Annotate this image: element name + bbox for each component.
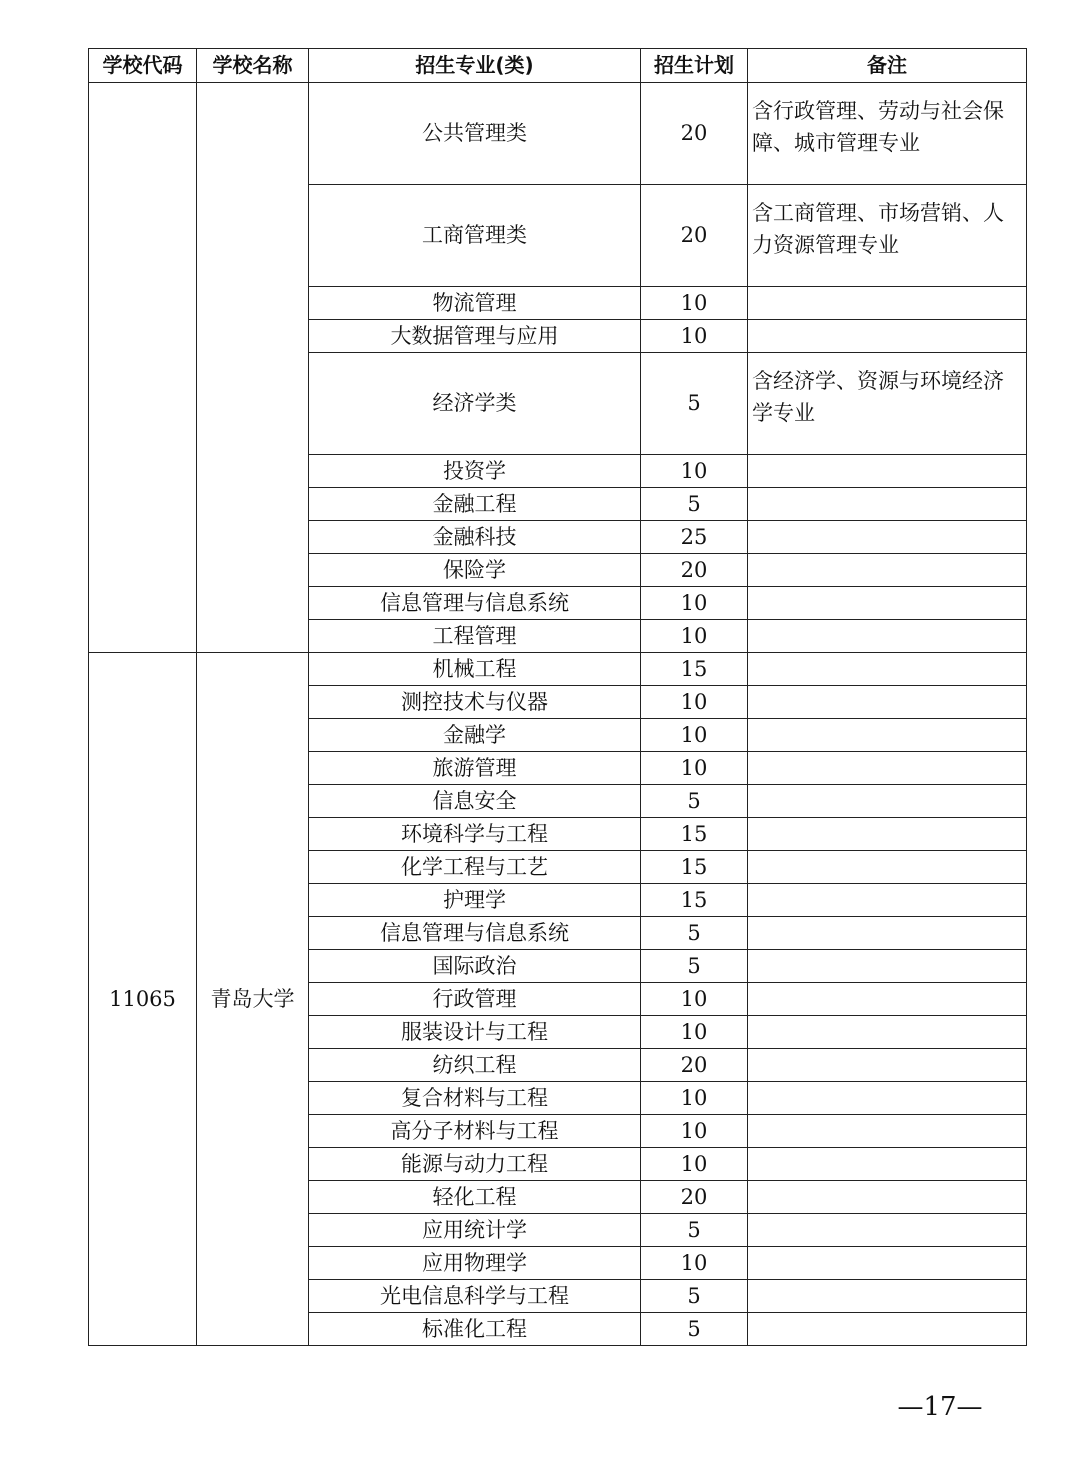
- note-cell: [748, 818, 1027, 851]
- major-cell: 测控技术与仪器: [309, 686, 641, 719]
- note-cell: [748, 752, 1027, 785]
- major-cell: 金融工程: [309, 488, 641, 521]
- major-cell: 能源与动力工程: [309, 1148, 641, 1181]
- note-cell: [748, 1082, 1027, 1115]
- note-cell: [748, 1115, 1027, 1148]
- plan-cell: 15: [641, 818, 748, 851]
- note-cell: [748, 950, 1027, 983]
- plan-cell: 10: [641, 1082, 748, 1115]
- major-cell: 轻化工程: [309, 1181, 641, 1214]
- major-cell: 国际政治: [309, 950, 641, 983]
- note-cell: [748, 1280, 1027, 1313]
- plan-cell: 10: [641, 752, 748, 785]
- plan-cell: 10: [641, 587, 748, 620]
- note-cell: [748, 1148, 1027, 1181]
- major-cell: 信息安全: [309, 785, 641, 818]
- enrollment-table: [88, 48, 1027, 1346]
- plan-cell: 10: [641, 686, 748, 719]
- plan-cell: 5: [641, 950, 748, 983]
- major-cell: 经济学类: [309, 353, 641, 455]
- plan-cell: 10: [641, 1115, 748, 1148]
- school-name-cell: [197, 83, 309, 653]
- note-cell: [748, 1214, 1027, 1247]
- plan-cell: 5: [641, 1280, 748, 1313]
- note-cell: [748, 1247, 1027, 1280]
- major-cell: 金融科技: [309, 521, 641, 554]
- major-cell: 化学工程与工艺: [309, 851, 641, 884]
- note-cell: [748, 983, 1027, 1016]
- major-cell: 应用物理学: [309, 1247, 641, 1280]
- plan-cell: 25: [641, 521, 748, 554]
- major-cell: 保险学: [309, 554, 641, 587]
- table-row: [89, 83, 1027, 185]
- plan-cell: 10: [641, 620, 748, 653]
- note-cell: [748, 488, 1027, 521]
- school-code-cell: 11065: [89, 653, 197, 1346]
- note-cell: [748, 455, 1027, 488]
- note-cell: [748, 1181, 1027, 1214]
- plan-cell: 10: [641, 455, 748, 488]
- note-cell: [748, 287, 1027, 320]
- plan-cell: 20: [641, 554, 748, 587]
- page-number: —17—: [897, 1392, 983, 1422]
- plan-cell: 10: [641, 320, 748, 353]
- major-cell: 机械工程: [309, 653, 641, 686]
- note-cell: [748, 917, 1027, 950]
- plan-cell: 5: [641, 1313, 748, 1346]
- major-cell: 投资学: [309, 455, 641, 488]
- plan-cell: 15: [641, 851, 748, 884]
- note-cell: [748, 1313, 1027, 1346]
- major-cell: 纺织工程: [309, 1049, 641, 1082]
- plan-cell: 10: [641, 983, 748, 1016]
- note-cell: [748, 785, 1027, 818]
- table-row: [89, 653, 1027, 686]
- note-cell: [748, 851, 1027, 884]
- plan-cell: 5: [641, 917, 748, 950]
- major-cell: 服装设计与工程: [309, 1016, 641, 1049]
- major-cell: 大数据管理与应用: [309, 320, 641, 353]
- school-name-cell: 青岛大学: [197, 653, 309, 1346]
- plan-cell: 20: [641, 83, 748, 185]
- header-row: [89, 49, 1027, 83]
- major-cell: 行政管理: [309, 983, 641, 1016]
- major-cell: 工商管理类: [309, 185, 641, 287]
- plan-cell: 5: [641, 1214, 748, 1247]
- major-cell: 旅游管理: [309, 752, 641, 785]
- major-cell: 复合材料与工程: [309, 1082, 641, 1115]
- major-cell: 应用统计学: [309, 1214, 641, 1247]
- major-cell: 信息管理与信息系统: [309, 587, 641, 620]
- header-note: 备注: [748, 49, 1027, 83]
- school-code-cell: [89, 83, 197, 653]
- plan-cell: 10: [641, 287, 748, 320]
- major-cell: 标准化工程: [309, 1313, 641, 1346]
- plan-cell: 10: [641, 1016, 748, 1049]
- note-cell: [748, 653, 1027, 686]
- note-cell: 含工商管理、市场营销、人力资源管理专业: [748, 185, 1027, 287]
- note-cell: 含经济学、资源与环境经济学专业: [748, 353, 1027, 455]
- header-plan: 招生计划: [641, 49, 748, 83]
- note-cell: [748, 587, 1027, 620]
- note-cell: [748, 686, 1027, 719]
- plan-cell: 10: [641, 719, 748, 752]
- header-school-code: 学校代码: [89, 49, 197, 83]
- plan-cell: 5: [641, 785, 748, 818]
- major-cell: 环境科学与工程: [309, 818, 641, 851]
- plan-cell: 10: [641, 1247, 748, 1280]
- major-cell: 金融学: [309, 719, 641, 752]
- plan-cell: 15: [641, 884, 748, 917]
- major-cell: 高分子材料与工程: [309, 1115, 641, 1148]
- plan-cell: 5: [641, 353, 748, 455]
- note-cell: [748, 1049, 1027, 1082]
- major-cell: 工程管理: [309, 620, 641, 653]
- plan-cell: 5: [641, 488, 748, 521]
- note-cell: [748, 620, 1027, 653]
- plan-cell: 20: [641, 1049, 748, 1082]
- major-cell: 光电信息科学与工程: [309, 1280, 641, 1313]
- note-cell: [748, 884, 1027, 917]
- header-major: 招生专业(类): [309, 49, 641, 83]
- header-school-name: 学校名称: [197, 49, 309, 83]
- table-body: [89, 83, 1027, 1346]
- major-cell: 护理学: [309, 884, 641, 917]
- note-cell: [748, 320, 1027, 353]
- major-cell: 公共管理类: [309, 83, 641, 185]
- note-cell: [748, 719, 1027, 752]
- major-cell: 物流管理: [309, 287, 641, 320]
- major-cell: 信息管理与信息系统: [309, 917, 641, 950]
- plan-cell: 10: [641, 1148, 748, 1181]
- plan-cell: 20: [641, 185, 748, 287]
- note-cell: [748, 521, 1027, 554]
- note-cell: [748, 554, 1027, 587]
- plan-cell: 15: [641, 653, 748, 686]
- note-cell: [748, 1016, 1027, 1049]
- note-cell: 含行政管理、劳动与社会保障、城市管理专业: [748, 83, 1027, 185]
- plan-cell: 20: [641, 1181, 748, 1214]
